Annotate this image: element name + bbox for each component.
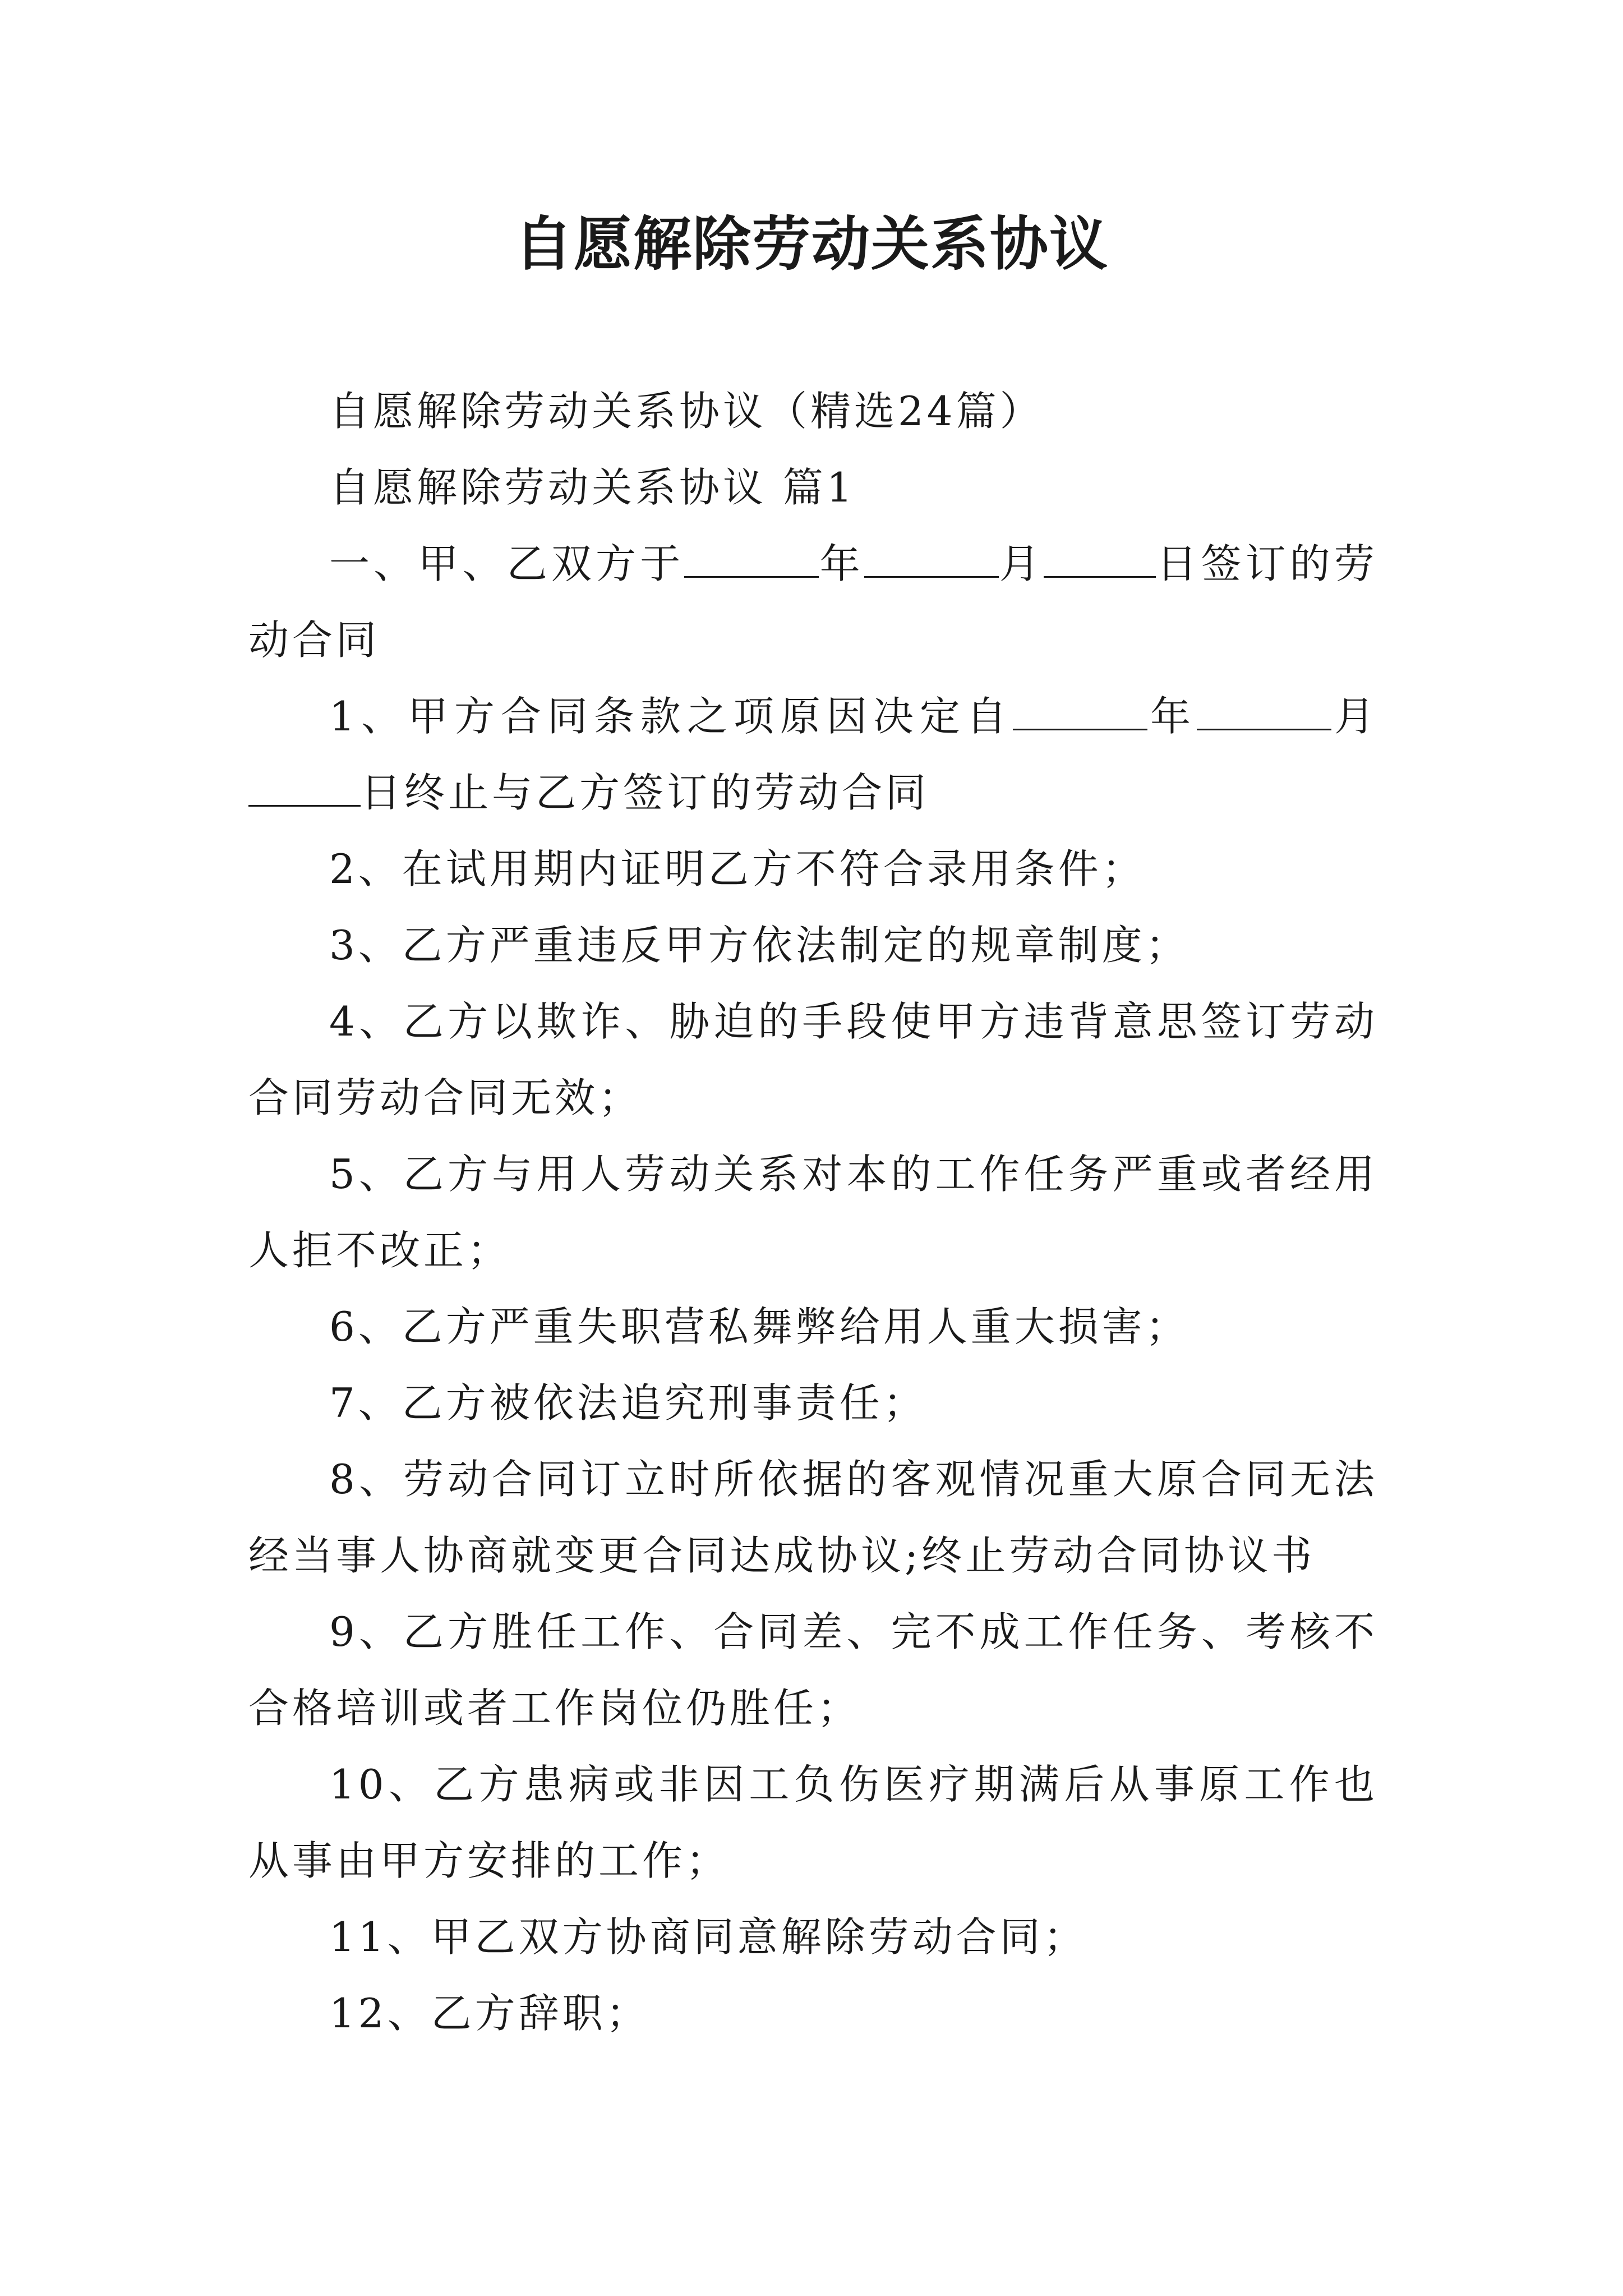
list-item: 5、乙方与用人劳动关系对本的工作任务严重或者经用人拒不改正；	[248, 1151, 1378, 1274]
clause-1-text-2: 日终止与乙方签订的劳动合同	[361, 769, 930, 816]
year-blank	[684, 542, 819, 578]
list-item: 3、乙方严重违反甲方依法制定的规章制度；	[329, 922, 1189, 969]
year-blank	[1013, 695, 1147, 730]
document-body	[248, 373, 1378, 2051]
list-item: 7、乙方被依法追究刑事责任；	[329, 1379, 927, 1427]
section-heading: 自愿解除劳动关系协议 篇1	[329, 464, 856, 511]
list-item: 2、在试用期内证明乙方不符合录用条件；	[329, 845, 1146, 892]
list-item: 9、乙方胜任工作、合同差、完不成工作任务、考核不合格培训或者工作岗位仍胜任；	[248, 1608, 1378, 1732]
month-blank	[864, 542, 999, 578]
day-blank	[1044, 542, 1156, 578]
year-label: 年	[1147, 693, 1197, 740]
month-label: 月	[1331, 693, 1378, 740]
year-label: 年	[819, 540, 864, 587]
document-title: 自愿解除劳动关系协议	[514, 209, 1109, 278]
list-item: 10、乙方患病或非因工负伤医疗期满后从事原工作也从事由甲方安排的工作；	[248, 1761, 1378, 1884]
subtitle-paragraph: 自愿解除劳动关系协议（精选24篇）	[329, 388, 1044, 435]
month-label: 月	[998, 540, 1044, 587]
clause-intro-text-2: 日签订的劳动合同	[248, 540, 1378, 664]
month-blank	[1197, 695, 1331, 730]
list-item: 12、乙方辞职；	[329, 1990, 650, 2037]
clause-1-text-1: 1、甲方合同条款之项原因决定自	[329, 693, 1013, 740]
list-item: 11、甲乙双方协商同意解除劳动合同；	[329, 1913, 1087, 1961]
clause-intro-text-1: 一、甲、乙双方于	[329, 540, 685, 587]
list-item: 6、乙方严重失职营私舞弊给用人重大损害；	[329, 1303, 1189, 1350]
list-item: 8、劳动合同订立时所依据的客观情况重大原合同无法经当事人协商就变更合同达成协议;终止劳动合同协议书	[248, 1456, 1378, 1579]
day-blank	[248, 771, 361, 807]
clause-1	[248, 678, 1378, 831]
clause-intro	[248, 526, 1378, 678]
list-item: 4、乙方以欺诈、胁迫的手段使甲方违背意思签订劳动合同劳动合同无效；	[248, 998, 1378, 1121]
